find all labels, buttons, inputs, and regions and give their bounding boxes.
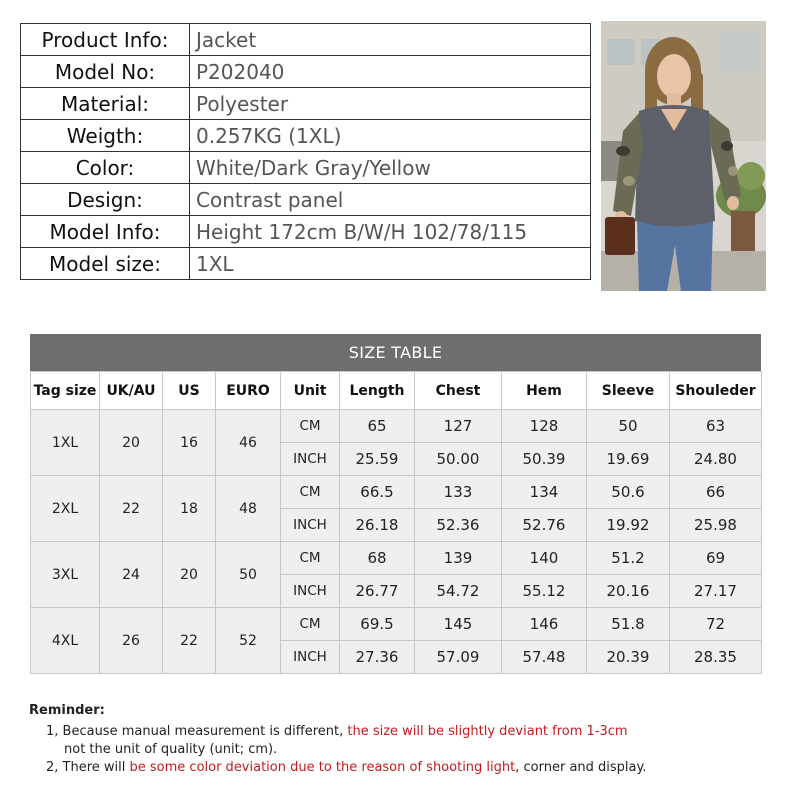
size-column-header: Unit xyxy=(281,372,340,410)
info-label: Design: xyxy=(21,184,190,216)
euro-cell: 48 xyxy=(216,476,281,542)
us-cell: 18 xyxy=(163,476,216,542)
measurement-cell: 57.48 xyxy=(502,641,587,674)
info-label: Weigth: xyxy=(21,120,190,152)
size-row-cm xyxy=(31,410,762,443)
unit-cell: CM xyxy=(281,476,340,509)
unit-cell: INCH xyxy=(281,443,340,476)
measurement-cell: 28.35 xyxy=(670,641,762,674)
unit-cell: CM xyxy=(281,410,340,443)
size-table-body xyxy=(31,410,762,674)
size-column-header: Shouleder xyxy=(670,372,762,410)
measurement-cell: 133 xyxy=(415,476,502,509)
size-column-header: Chest xyxy=(415,372,502,410)
size-column-header: Sleeve xyxy=(587,372,670,410)
measurement-cell: 20.39 xyxy=(587,641,670,674)
measurement-cell: 65 xyxy=(340,410,415,443)
tag-size-cell: 3XL xyxy=(31,542,100,608)
measurement-cell: 26.77 xyxy=(340,575,415,608)
size-column-header: UK/AU xyxy=(100,372,163,410)
reminder-line-1-continued: not the unit of quality (unit; cm). xyxy=(64,742,278,757)
measurement-cell: 52.76 xyxy=(502,509,587,542)
measurement-cell: 27.36 xyxy=(340,641,415,674)
size-row-cm xyxy=(31,608,762,641)
info-value: Height 172cm B/W/H 102/78/115 xyxy=(190,216,591,248)
reminder-line-2 xyxy=(29,759,769,777)
info-label: Model No: xyxy=(21,56,190,88)
tag-size-cell: 4XL xyxy=(31,608,100,674)
measurement-cell: 51.2 xyxy=(587,542,670,575)
info-label: Material: xyxy=(21,88,190,120)
measurement-cell: 127 xyxy=(415,410,502,443)
measurement-cell: 19.92 xyxy=(587,509,670,542)
reminder-section xyxy=(29,703,769,777)
size-table xyxy=(30,371,762,674)
measurement-cell: 146 xyxy=(502,608,587,641)
info-value: Contrast panel xyxy=(190,184,591,216)
uk-au-cell: 24 xyxy=(100,542,163,608)
uk-au-cell: 20 xyxy=(100,410,163,476)
info-label: Product Info: xyxy=(21,24,190,56)
info-row xyxy=(21,120,591,152)
reminder-line-1-warning: the size will be slightly deviant from 1-3cm xyxy=(347,724,628,739)
euro-cell: 52 xyxy=(216,608,281,674)
measurement-cell: 50.6 xyxy=(587,476,670,509)
measurement-cell: 69 xyxy=(670,542,762,575)
product-info-table xyxy=(20,23,591,280)
measurement-cell: 20.16 xyxy=(587,575,670,608)
reminder-line-2-warning: be some color deviation due to the reason of shooting light xyxy=(129,760,516,775)
product-info-body xyxy=(21,24,591,280)
measurement-cell: 139 xyxy=(415,542,502,575)
size-table-section xyxy=(30,334,761,674)
unit-cell: INCH xyxy=(281,641,340,674)
measurement-cell: 145 xyxy=(415,608,502,641)
us-cell: 16 xyxy=(163,410,216,476)
measurement-cell: 50.00 xyxy=(415,443,502,476)
measurement-cell: 63 xyxy=(670,410,762,443)
measurement-cell: 66.5 xyxy=(340,476,415,509)
measurement-cell: 24.80 xyxy=(670,443,762,476)
measurement-cell: 69.5 xyxy=(340,608,415,641)
tag-size-cell: 1XL xyxy=(31,410,100,476)
measurement-cell: 66 xyxy=(670,476,762,509)
reminder-line-1 xyxy=(29,723,769,741)
uk-au-cell: 22 xyxy=(100,476,163,542)
info-label: Color: xyxy=(21,152,190,184)
measurement-cell: 128 xyxy=(502,410,587,443)
unit-cell: CM xyxy=(281,542,340,575)
info-value: 1XL xyxy=(190,248,591,280)
euro-cell: 46 xyxy=(216,410,281,476)
euro-cell: 50 xyxy=(216,542,281,608)
size-column-header: Tag size xyxy=(31,372,100,410)
reminder-line-2-prefix: 2, There will xyxy=(46,760,130,775)
us-cell: 20 xyxy=(163,542,216,608)
us-cell: 22 xyxy=(163,608,216,674)
measurement-cell: 140 xyxy=(502,542,587,575)
measurement-cell: 25.59 xyxy=(340,443,415,476)
measurement-cell: 57.09 xyxy=(415,641,502,674)
info-row xyxy=(21,152,591,184)
size-row-cm xyxy=(31,542,762,575)
measurement-cell: 54.72 xyxy=(415,575,502,608)
measurement-cell: 55.12 xyxy=(502,575,587,608)
size-table-header-row xyxy=(31,372,762,410)
info-value: 0.257KG (1XL) xyxy=(190,120,591,152)
info-value: White/Dark Gray/Yellow xyxy=(190,152,591,184)
reminder-line-1-prefix: 1, Because manual measurement is different, xyxy=(46,724,348,739)
measurement-cell: 52.36 xyxy=(415,509,502,542)
size-row-cm xyxy=(31,476,762,509)
measurement-cell: 134 xyxy=(502,476,587,509)
size-column-header: EURO xyxy=(216,372,281,410)
info-row xyxy=(21,56,591,88)
unit-cell: INCH xyxy=(281,509,340,542)
unit-cell: CM xyxy=(281,608,340,641)
reminder-title: Reminder: xyxy=(29,703,105,718)
info-value: Polyester xyxy=(190,88,591,120)
size-table-title: SIZE TABLE xyxy=(30,334,761,371)
measurement-cell: 50 xyxy=(587,410,670,443)
size-column-header: Length xyxy=(340,372,415,410)
info-value: Jacket xyxy=(190,24,591,56)
measurement-cell: 19.69 xyxy=(587,443,670,476)
size-column-header: US xyxy=(163,372,216,410)
measurement-cell: 68 xyxy=(340,542,415,575)
info-row xyxy=(21,184,591,216)
measurement-cell: 50.39 xyxy=(502,443,587,476)
measurement-cell: 72 xyxy=(670,608,762,641)
tag-size-cell: 2XL xyxy=(31,476,100,542)
model-photo xyxy=(601,21,766,291)
info-row xyxy=(21,216,591,248)
measurement-cell: 27.17 xyxy=(670,575,762,608)
info-row xyxy=(21,88,591,120)
info-row xyxy=(21,248,591,280)
reminder-line-2-suffix: , corner and display. xyxy=(515,760,647,775)
measurement-cell: 26.18 xyxy=(340,509,415,542)
measurement-cell: 51.8 xyxy=(587,608,670,641)
info-row xyxy=(21,24,591,56)
unit-cell: INCH xyxy=(281,575,340,608)
measurement-cell: 25.98 xyxy=(670,509,762,542)
uk-au-cell: 26 xyxy=(100,608,163,674)
info-value: P202040 xyxy=(190,56,591,88)
info-label: Model size: xyxy=(21,248,190,280)
info-label: Model Info: xyxy=(21,216,190,248)
size-column-header: Hem xyxy=(502,372,587,410)
